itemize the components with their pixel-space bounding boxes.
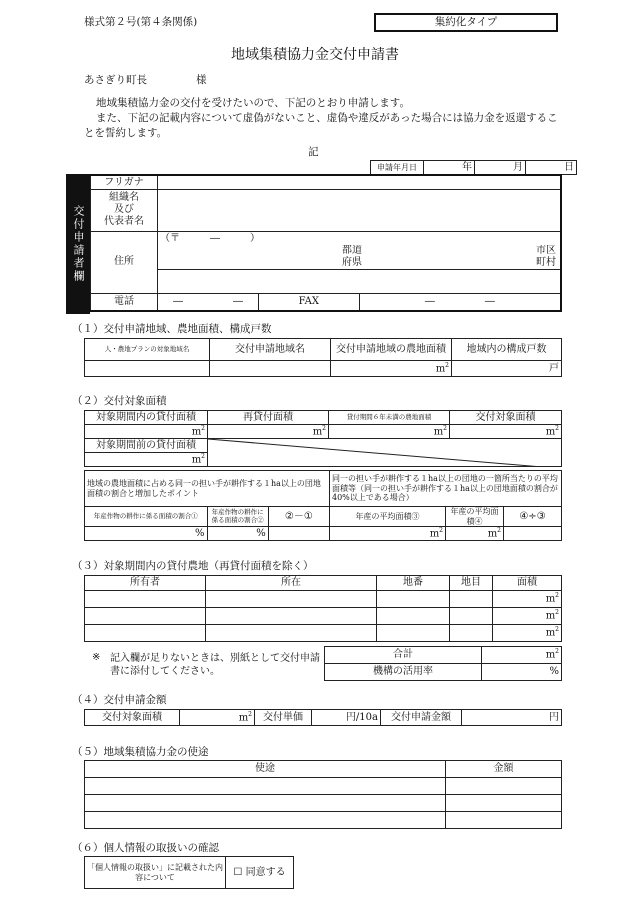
- diff-input[interactable]: [268, 527, 329, 541]
- amount-header: 金額: [446, 761, 562, 778]
- year-label: 年: [462, 161, 472, 173]
- section-2-table-a: [84, 410, 562, 467]
- under-6yr-input[interactable]: $m^2$: [329, 425, 450, 439]
- table-row[interactable]: $m^2$: [85, 591, 562, 608]
- target-area-input[interactable]: $m^2$: [450, 425, 562, 439]
- avg-3-header: 年産の平均面積③: [330, 507, 446, 527]
- section-4-table: [84, 709, 562, 726]
- furigana-input[interactable]: [158, 175, 562, 189]
- fax-input[interactable]: ― ―: [359, 293, 561, 311]
- diagonal-line: [208, 439, 562, 467]
- section-6-title: （６）個人情報の取扱いの確認: [72, 842, 219, 854]
- address-label: 住所: [91, 231, 158, 293]
- section-5-table: [84, 760, 562, 829]
- households-header: 地域内の構成戸数: [452, 339, 562, 361]
- region-input[interactable]: [210, 361, 331, 377]
- lot-header: 地番: [377, 576, 450, 591]
- section-5-title: （５）地域集積協力金の使途: [72, 746, 209, 758]
- lend-area-header: 対象期間内の貸付面積: [85, 411, 208, 425]
- prefecture-unit: 都道 府県: [342, 245, 362, 268]
- table-row[interactable]: $m^2$: [85, 625, 562, 642]
- owner-header: 所有者: [85, 576, 206, 591]
- section-3-title: （３）対象期間内の貸付農地（再貸付面積を除く）: [72, 560, 314, 572]
- page-title: 地域集積協力金交付申請書: [231, 47, 399, 63]
- address-detail-input[interactable]: [158, 269, 562, 293]
- ki-label: 記: [308, 146, 319, 158]
- city-unit: 市区 町村: [536, 245, 556, 268]
- section-6-table: [84, 856, 294, 889]
- amount-value[interactable]: 円: [462, 710, 562, 726]
- category-header: 地目: [450, 576, 493, 591]
- avg-4-input[interactable]: $m^2$: [446, 527, 504, 541]
- section-1-table: [84, 338, 562, 377]
- before-lend-input[interactable]: $m^2$: [85, 453, 208, 467]
- relend-area-input[interactable]: $m^2$: [208, 425, 329, 439]
- section-3-table: [84, 575, 562, 642]
- plan-area-input[interactable]: [85, 361, 210, 377]
- applicant-side-label: 交付申請者欄: [66, 174, 90, 314]
- type-label: 集約化タイプ: [374, 13, 558, 32]
- fax-label: FAX: [258, 293, 359, 311]
- ratio-2-input[interactable]: %: [207, 527, 268, 541]
- total-table: [324, 646, 562, 681]
- addressee: あさぎり町長: [84, 74, 147, 86]
- lend-area-input[interactable]: $m^2$: [85, 425, 208, 439]
- honorific: 様: [196, 74, 207, 86]
- before-lend-header: 対象期間前の貸付面積: [85, 439, 208, 453]
- diff-header: ②－①: [268, 507, 329, 527]
- agree-checkbox[interactable]: ☐ 同意する: [226, 857, 294, 889]
- furigana-label: フリガナ: [91, 175, 158, 189]
- day-field[interactable]: [526, 161, 577, 175]
- org-name-input[interactable]: [158, 189, 562, 231]
- use-header: 使途: [85, 761, 446, 778]
- table-row[interactable]: [85, 812, 562, 829]
- ratio-header: 地域の農地面積に占める同一の担い手が耕作する１ha以上の団地面積の割合と増加したポイント: [85, 471, 330, 507]
- target-area-value[interactable]: $m^2$: [180, 710, 255, 726]
- target-area-header: 交付対象面積: [450, 411, 562, 425]
- amount-label: 交付申請金額: [381, 710, 462, 726]
- table-row[interactable]: [85, 778, 562, 795]
- ratio-1-header: 年産作物の耕作に係る面積の割合①: [85, 507, 208, 527]
- usage-rate-input[interactable]: %: [482, 664, 562, 681]
- div-input[interactable]: [504, 527, 562, 541]
- farmland-area-input[interactable]: $m^2$: [331, 361, 452, 377]
- table-row[interactable]: [85, 795, 562, 812]
- region-header: 交付申請地域名: [210, 339, 331, 361]
- month-label: 月: [513, 161, 523, 173]
- section-1-title: （１）交付申請地域、農地面積、構成戸数: [72, 323, 272, 335]
- avg-3-input[interactable]: $m^2$: [330, 527, 446, 541]
- intro-line-2: また、下記の記載内容について虚偽がないこと、虚偽や違反があった場合には協力金を返還することを誓約します。: [84, 112, 558, 139]
- unit-price-value[interactable]: 円/10a: [312, 710, 381, 726]
- farmland-area-header: 交付申請地域の農地面積: [331, 339, 452, 361]
- area-header: 面積: [493, 576, 562, 591]
- plan-area-header: 人・農地プランの対象地域名: [85, 339, 210, 361]
- total-label: 合計: [325, 647, 482, 664]
- section-2-table-b: [84, 470, 562, 541]
- ratio-1-input[interactable]: %: [85, 527, 208, 541]
- under-6yr-header: 貸付期間６年未満の農地面積: [329, 411, 450, 425]
- table-row[interactable]: $m^2$: [85, 608, 562, 625]
- usage-rate-label: 機構の活用率: [325, 664, 482, 681]
- avg-area-header: 同一の担い手が耕作する１ha以上の団地の一箇所当たりの平均面積等（同一の担い手が耕作する１ha以上の団地面積の割合が40%以上である場合）: [330, 471, 562, 507]
- households-input[interactable]: 戸: [452, 361, 562, 377]
- privacy-label: 「個人情報の取扱い」に記載された内容について: [85, 857, 226, 889]
- intro-line-1: 地域集積協力金の交付を受けたいので、下記のとおり申請します。: [96, 97, 410, 109]
- phone-input[interactable]: ― ―: [158, 293, 259, 311]
- total-input[interactable]: $m^2$: [482, 647, 562, 664]
- year-field[interactable]: [424, 161, 475, 175]
- date-label: 申請年月日: [371, 161, 424, 175]
- org-name-label: 組織名 及び 代表者名: [91, 189, 158, 231]
- avg-4-header: 年産の平均面積④: [446, 507, 504, 527]
- month-field[interactable]: [475, 161, 526, 175]
- date-table: [370, 160, 577, 175]
- diagonal-blank-cell: [208, 439, 562, 467]
- location-header: 所在: [206, 576, 377, 591]
- unit-price-label: 交付単価: [255, 710, 312, 726]
- note-text: 記入欄が足りないときは、別紙として交付申請書に添付してください。: [110, 653, 320, 677]
- phone-label: 電話: [91, 293, 158, 311]
- div-header: ④÷③: [504, 507, 562, 527]
- section-2-title: （２）交付対象面積: [72, 395, 167, 407]
- applicant-table: [90, 174, 562, 312]
- day-label: 日: [564, 161, 574, 173]
- form-number: 様式第２号(第４条関係): [84, 16, 198, 28]
- target-area-label: 交付対象面積: [85, 710, 180, 726]
- note-mark: ※: [92, 652, 101, 663]
- section-4-title: （４）交付申請金額: [72, 694, 167, 706]
- relend-area-header: 再貸付面積: [208, 411, 329, 425]
- postal-code[interactable]: （〒 ― ）: [158, 231, 562, 245]
- ratio-2-header: 年産作物の耕作に係る面積の割合②: [207, 507, 268, 527]
- address-prefecture-row[interactable]: [158, 245, 562, 269]
